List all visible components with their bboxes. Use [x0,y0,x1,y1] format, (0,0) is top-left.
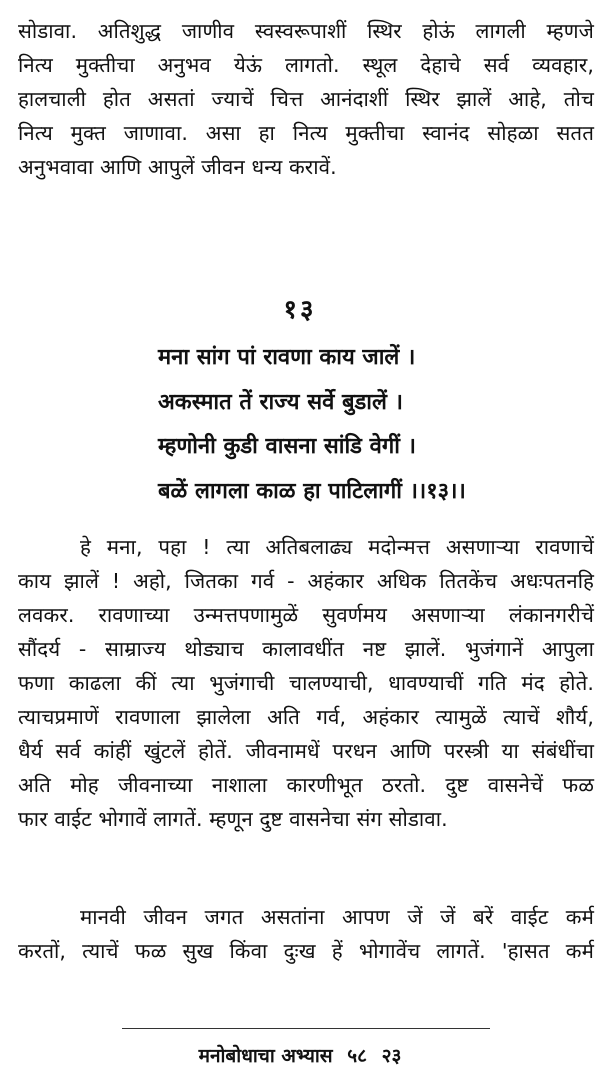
text-line: हे मना, पहा ! त्या अतिबलाढ्य मदोन्मत्त असणाऱ्या रावणाचें [80,535,594,559]
footer-mark: ५८ [347,1045,367,1067]
text-line: फार वाईट भोगावें लागतें. म्हणून दुष्ट वासनेचा संग सोडावा. [18,807,448,831]
text-line: धैर्य सर्व कांहीं खुंटलें होतें. जीवनामधें परधन आणि परस्त्री या संबंधींचा [18,739,594,763]
page-number: २३ [381,1045,402,1067]
text-line: अति मोह जीवनाच्या नाशाला कारणीभूत ठरतो. दुष्ट वासनेचें फळ [18,773,594,797]
commentary-paragraph [18,900,594,968]
text-line: अनुभवावा आणि आपुलें जीवन धन्य करावें. [18,155,337,179]
verse-line: मना सांग पां रावणा काय जालें । [158,345,416,370]
page-footer [0,1042,600,1068]
footer-divider [122,1028,490,1029]
verse-line: अकस्मात तें राज्य सर्वे बुडालें । [158,389,403,415]
text-line: नित्य मुक्तीचा अनुभव येऊं लागतो. स्थूल देहाचे सर्व व्यवहार, [18,53,594,77]
paragraph-continued [18,14,594,184]
commentary-paragraph [18,530,594,836]
verse-line: बळें लागला काळ हा पाटिलागीं ।।१३।। [158,478,466,504]
text-line: लवकर. रावणाच्या उन्मत्तपणामुळें सुवर्णमय असणाऱ्या लंकानगरीचें [18,603,594,627]
text-line: करतों, त्याचें फळ सुख किंवा दुःख हें भोगावेंच लागतें. 'हासत कर्म [18,939,594,963]
text-line: मानवी जीवन जगत असतांना आपण जें जें बरें वाईट कर्म [80,905,594,929]
verse-block [158,336,578,514]
footer-book-title: मनोबोधाचा अभ्यास [198,1045,333,1067]
text-line: फणा काढला कीं त्या भुजंगाची चालण्याची, धावण्याचीं गति मंद होते. [18,671,594,695]
text-line: काय झालें ! अहो, जितका गर्व - अहंकार अधिक तितकेंच अधःपतनहि [18,569,594,593]
text-line: सोडावा. अतिशुद्ध जाणीव स्वस्वरूपाशीं स्थिर होऊं लागली म्हणजे [18,19,594,43]
section-number: १३ [283,295,317,325]
text-line: नित्य मुक्त जाणावा. असा हा नित्य मुक्तीचा स्वानंद सोहळा सतत [18,121,594,145]
text-line: हालचाली होत असतां ज्याचें चित्त आनंदाशीं स्थिर झालें आहे, तोच [18,87,594,111]
text-line: सौंदर्य - साम्राज्य थोड्याच कालावधींत नष्ट झालें. भुजंगानें आपुला [18,637,594,661]
verse-line: म्हणोनी कुडी वासना सांडि वेगीं । [158,434,416,459]
text-line: त्याचप्रमाणें रावणाला झालेला अति गर्व, अहंकार त्यामुळें त्याचें शौर्य, [18,705,594,729]
